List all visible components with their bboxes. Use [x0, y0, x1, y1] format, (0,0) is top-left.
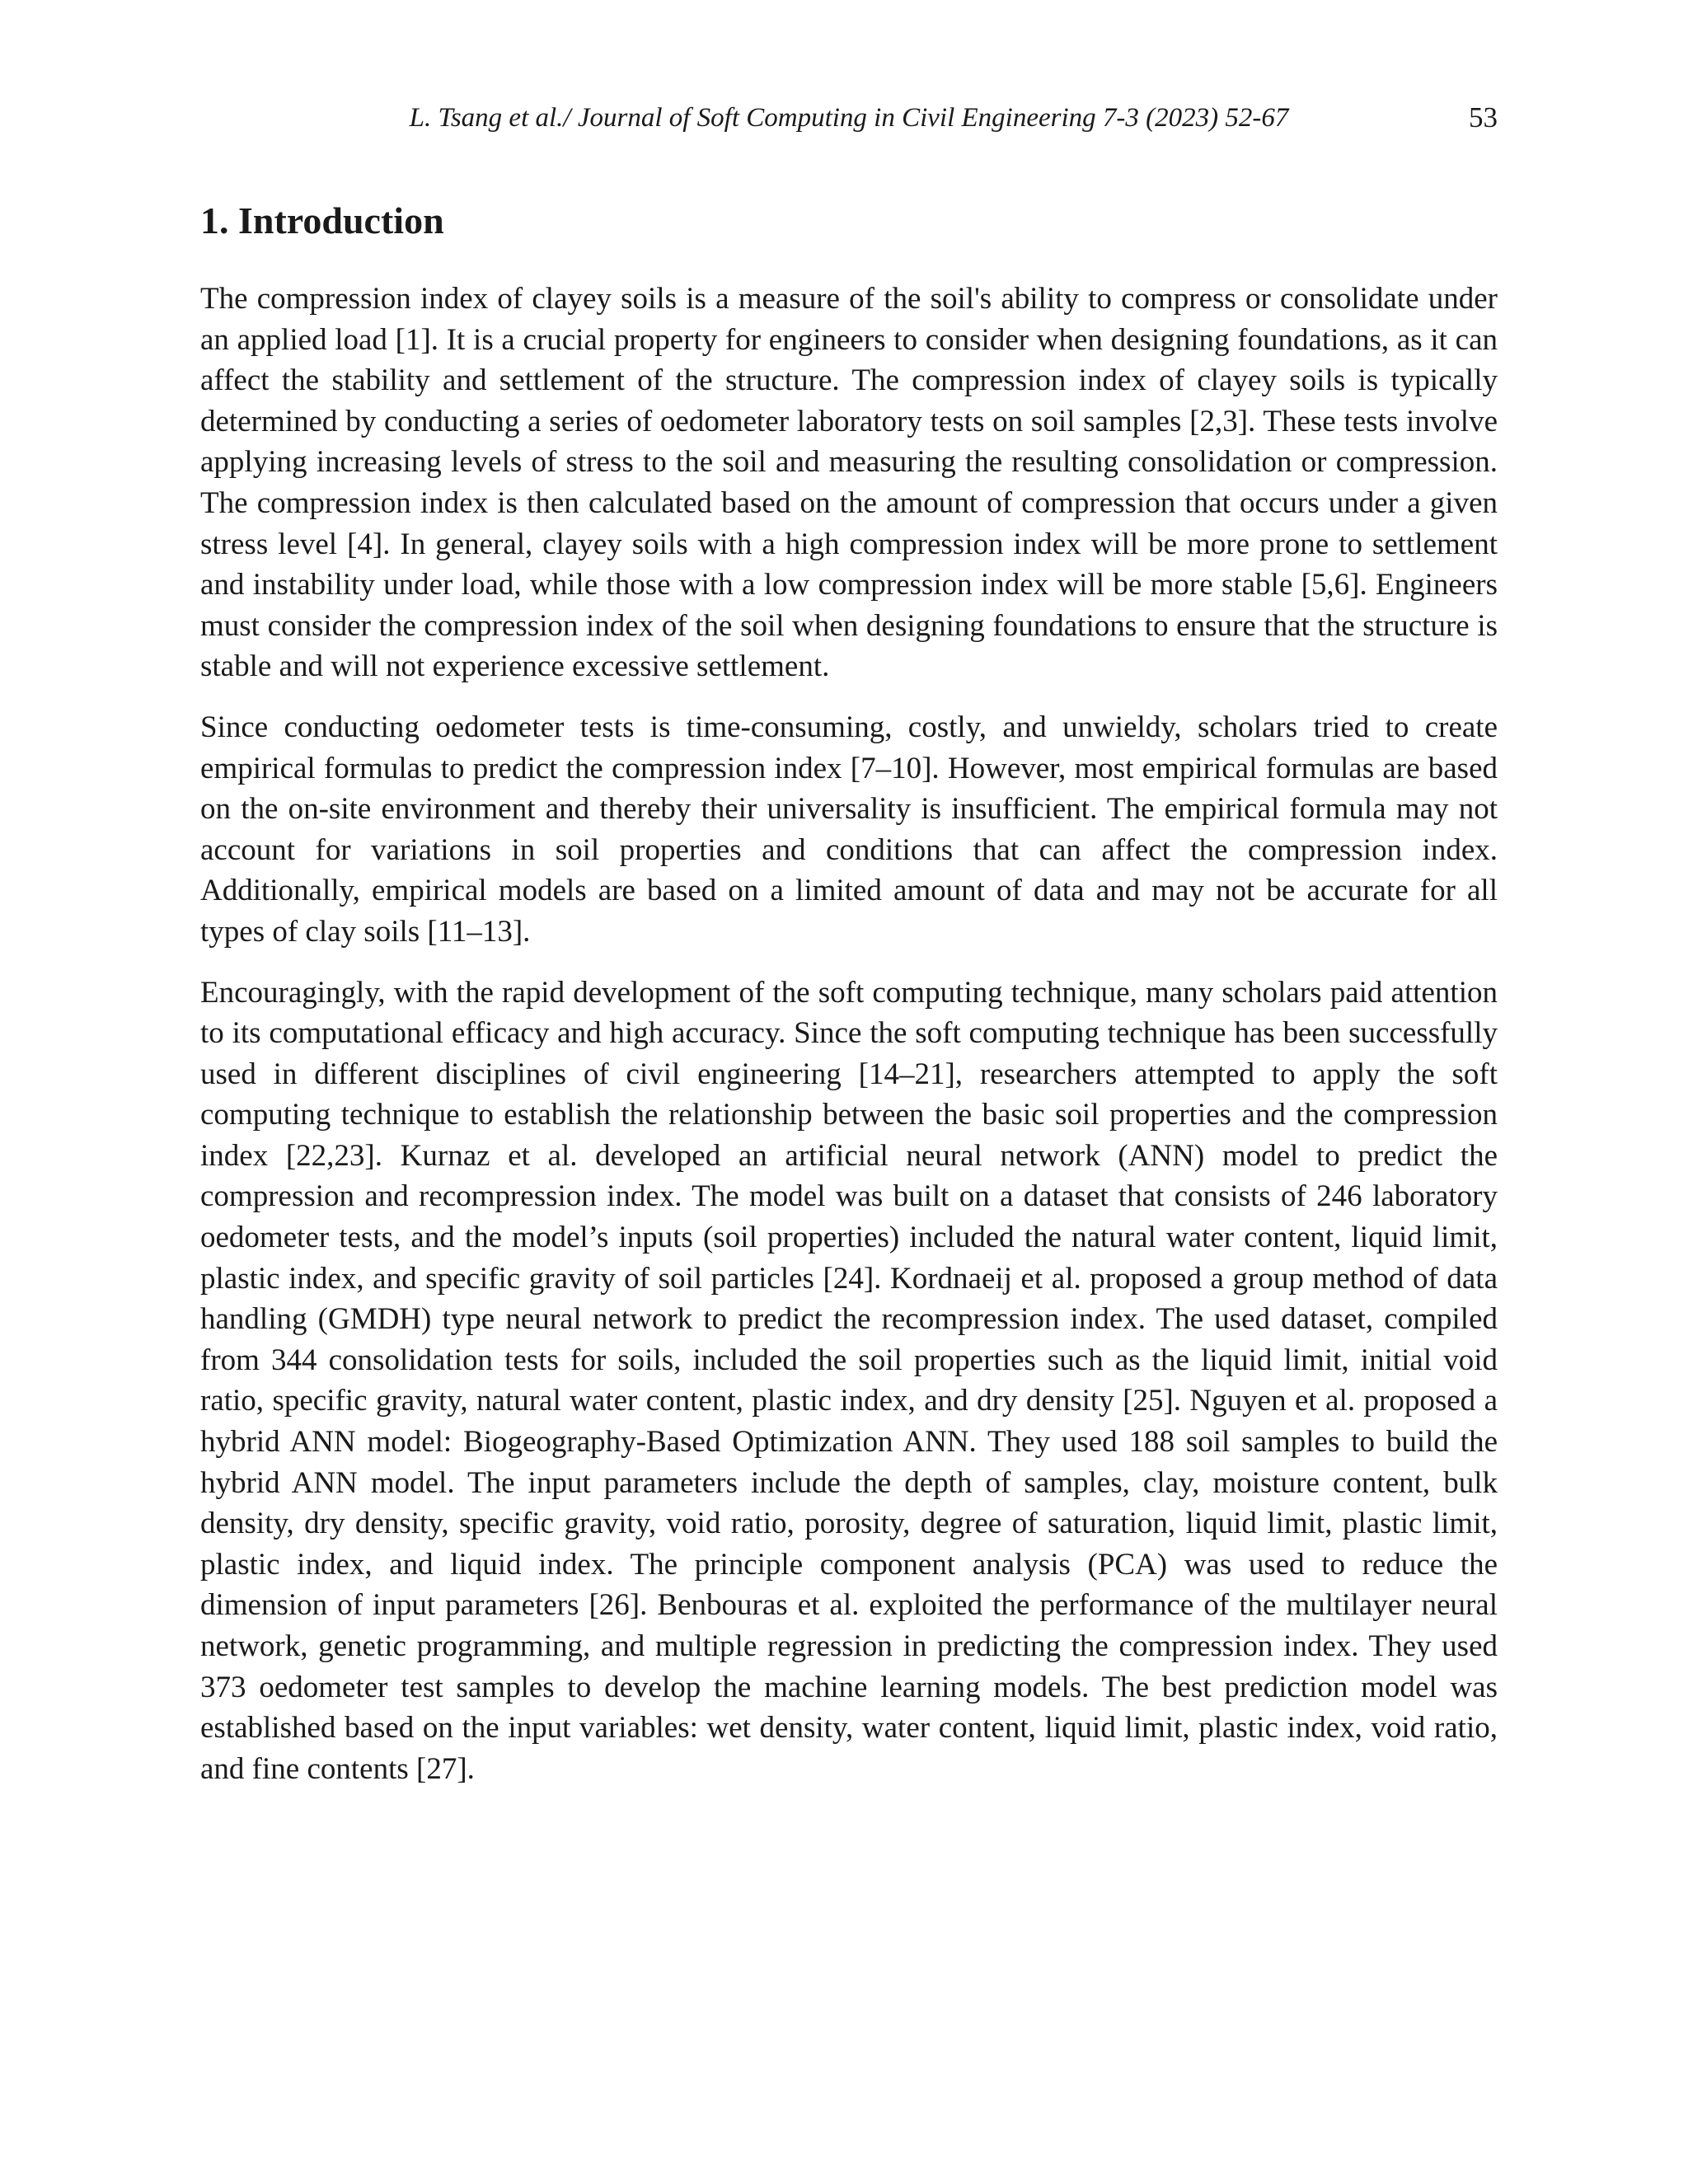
page-number: 53	[1469, 101, 1498, 134]
paragraph: Since conducting oedometer tests is time-consuming, costly, and unwieldy, scholars tried to create empirical formulas to predict the compression index [7–10]. However, most empirical formulas are based on the on-site environment and thereby their universality is insufficient. The empirical formula may not account for variations in soil properties and conditions that can affect the compression index. Additionally, empirical models are based on a limited amount of data and may not be accurate for all types of clay soils [11–13].	[200, 710, 1498, 949]
paragraph: Encouragingly, with the rapid development of the soft computing technique, many scholars paid attention to its computational efficacy and high accuracy. Since the soft computing technique has been successfully used in different disciplines of civil engineering [14–21], researchers attempted to apply the soft computing technique to establish the relationship between the basic soil properties and the compression index [22,23]. Kurnaz et al. developed an artificial neural network (ANN) model to predict the compression and recompression index. The model was built on a dataset that consists of 246 laboratory oedometer tests, and the model’s inputs (soil properties) included the natural water content, liquid limit, plastic index, and specific gravity of soil particles [24]. Kordnaeij et al. proposed a group method of data handling (GMDH) type neural network to predict the recompression index. The used dataset, compiled from 344 consolidation tests for soils, included the soil properties such as the liquid limit, initial void ratio, specific gravity, natural water content, plastic index, and dry density [25]. Nguyen et al. proposed a hybrid ANN model: Biogeography-Based Optimization ANN. They used 188 soil samples to build the hybrid ANN model. The input parameters include the depth of samples, clay, moisture content, bulk density, dry density, specific gravity, void ratio, porosity, degree of saturation, liquid limit, plastic limit, plastic index, and liquid index. The principle component analysis (PCA) was used to reduce the dimension of input parameters [26]. Benbouras et al. exploited the performance of the multilayer neural network, genetic programming, and multiple regression in predicting the compression index. They used 373 oedometer test samples to develop the machine learning models. The best prediction model was established based on the input variables: wet density, water content, liquid limit, plastic index, void ratio, and fine contents [27].	[200, 975, 1498, 1786]
section-heading: 1. Introduction	[200, 199, 444, 241]
paragraph: The compression index of clayey soils is a measure of the soil's ability to compress or consolidate under an applied load [1]. It is a crucial property for engineers to consider when designing foundations, as it can affect the stability and settlement of the structure. The compression index of clayey soils is typically determined by conducting a series of oedometer laboratory tests on soil samples [2,3]. These tests involve applying increasing levels of stress to the soil and measuring the resulting consolidation or compression. The compression index is then calculated based on the amount of compression that occurs under a given stress level [4]. In general, clayey soils with a high compression index will be more prone to settlement and instability under load, while those with a low compression index will be more stable [5,6]. Engineers must consider the compression index of the soil when designing foundations to ensure that the structure is stable and will not experience excessive settlement.	[200, 282, 1498, 684]
body-text	[200, 279, 1498, 1809]
running-header	[200, 97, 1498, 138]
running-title: L. Tsang et al./ Journal of Soft Computing in Civil Engineering 7-3 (2023) 52-67	[409, 103, 1289, 133]
